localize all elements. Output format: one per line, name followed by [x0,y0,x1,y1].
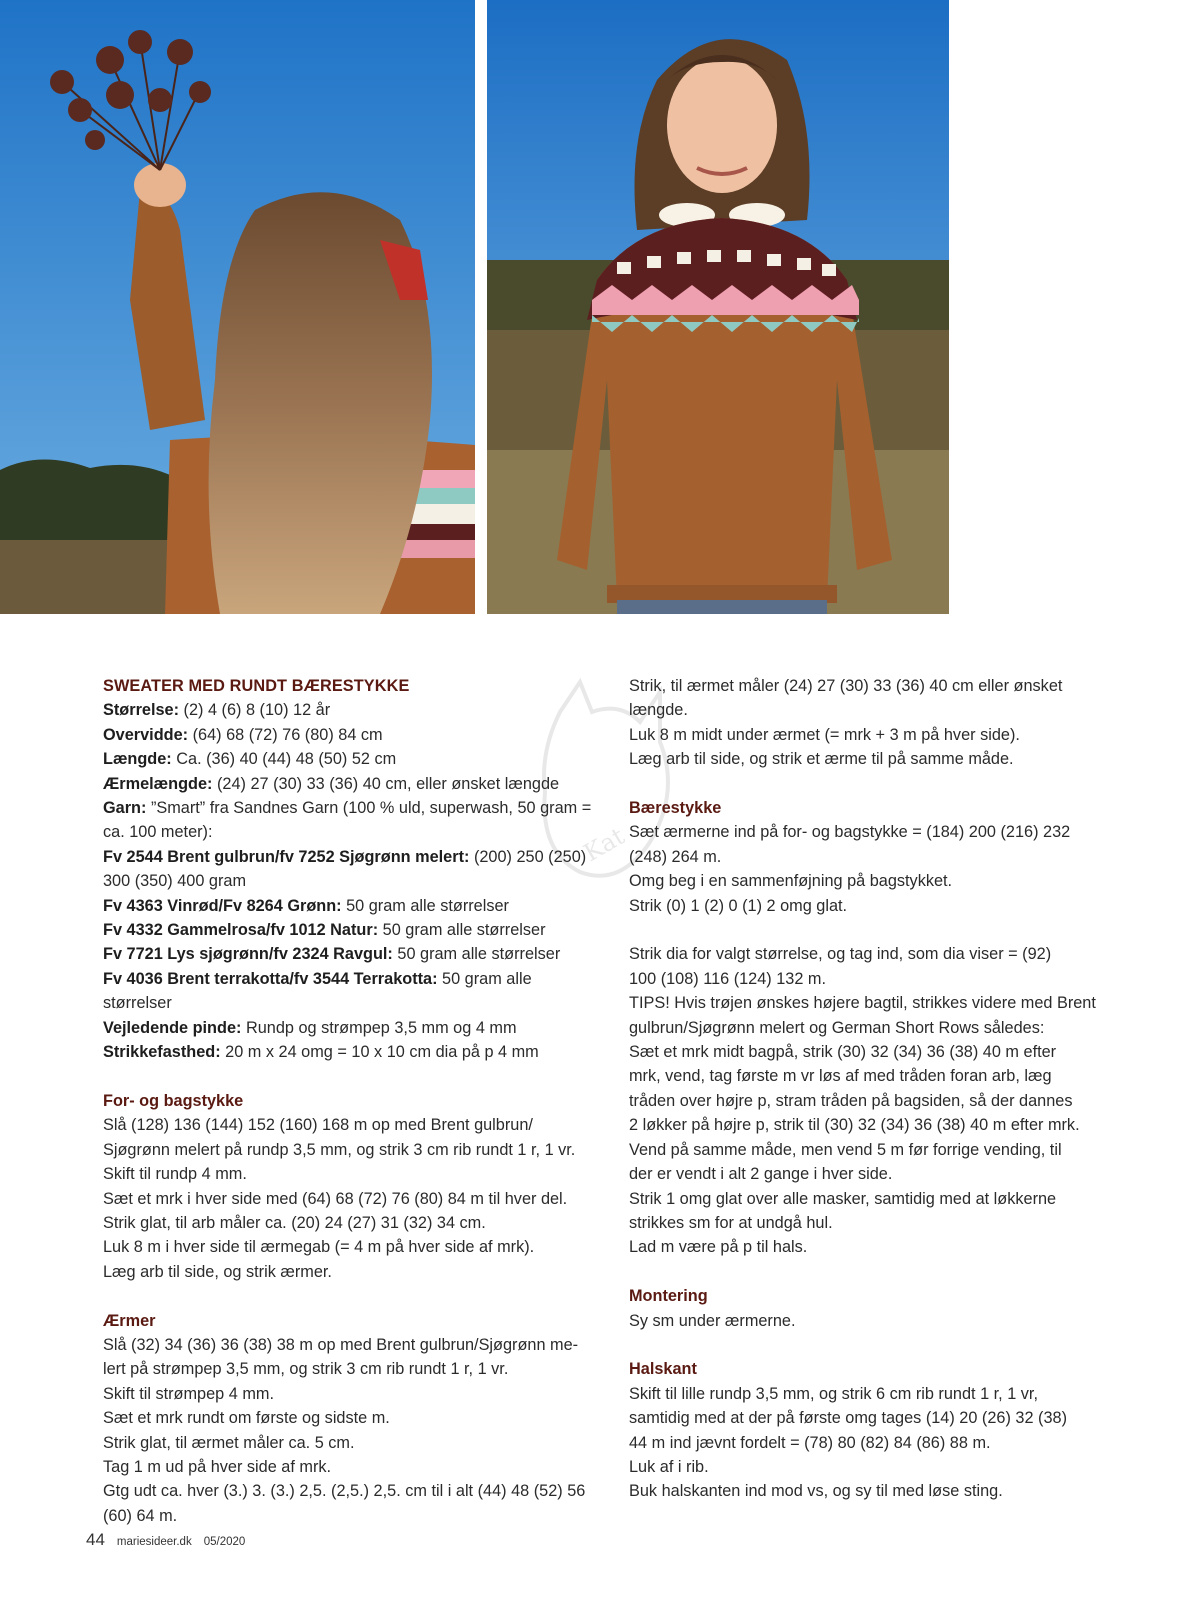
text-line: Slå (128) 136 (144) 152 (160) 168 m op med Brent gulbrun/ [103,1116,533,1135]
text-line: Vend på samme måde, men vend 5 m før forrige vending, til [629,1140,1062,1159]
watermark-text: Kat [579,822,630,868]
text-line: Lad m være på p til hals. [629,1238,808,1257]
spec-color-seagreen: Fv 7721 Lys sjøgrønn/fv 2324 Ravgul: 50 gram alle størrelser [103,945,561,964]
text-line: tråden over højre p, stram tråden på bagsiden, så der dannes [629,1091,1073,1110]
footer-site: mariesideer.dk [116,1536,192,1548]
text-line: Læg arb til side, og strik ærmer. [103,1262,332,1281]
text-line: Gtg udt ca. hver (3.) 3. (3.) 2,5. (2,5.) 2,5. cm til i alt (44) 48 (52) 56 [103,1482,586,1501]
text-line: Luk 8 m midt under ærmet (= mrk + 3 m på hver side). [629,725,1020,744]
spec-yarn: Garn: ”Smart” fra Sandnes Garn (100 % uld, superwash, 50 gram = ca. 100 meter): [103,799,592,842]
text-line: der er vendt i alt 2 gange i hver side. [629,1165,893,1184]
spec-gauge: Strikkefasthed: 20 m x 24 omg = 10 x 10 cm dia på p 4 mm [103,1043,539,1062]
footer-issue: 05/2020 [203,1536,246,1548]
text-line: Strik (0) 1 (2) 0 (1) 2 omg glat. [629,896,848,915]
spec-color-rose: Fv 4332 Gammelrosa/fv 1012 Natur: 50 gram alle størrelser [103,921,546,940]
section-heading-sleeves: Ærmer [103,1311,156,1330]
text-line: Strik glat, til ærmet måler ca. 5 cm. [103,1433,355,1452]
text-line: samtidig med at der på første omg tages (14) 20 (26) 32 (38) [629,1409,1067,1428]
section-heading-neck: Halskant [629,1360,697,1379]
girl-wearing-sweater-photo [487,0,949,614]
text-line: mrk, vend, tag første m vr løs af med tråden foran arb, læg [629,1067,1052,1086]
text-line: Sy sm under ærmerne. [629,1311,796,1330]
text-line: Buk halskanten ind mod vs, og sy til med løse sting. [629,1482,1003,1501]
spec-needles: Vejledende pinde: Rundp og strømpep 3,5 mm og 4 mm [103,1018,517,1037]
spec-sleeve-length: Ærmelængde: (24) 27 (30) 33 (36) 40 cm, eller ønsket længde [103,774,560,793]
text-line: længde. [629,701,688,720]
text-line: (248) 264 m. [629,847,722,866]
section-heading-body: For- og bagstykke [103,1091,244,1110]
text-line: 44 m ind jævnt fordelt = (78) 80 (82) 84 (86) 88 m. [629,1433,991,1452]
section-heading-yoke: Bærestykke [629,799,722,818]
spec-size: Størrelse: (2) 4 (6) 8 (10) 12 år [103,701,331,720]
page-footer [86,1530,245,1550]
page-number: 44 [86,1530,105,1549]
text-line: strikkes sm for at undgå hul. [629,1213,833,1232]
pattern-left-column [103,674,603,1528]
spec-chest: Overvidde: (64) 68 (72) 76 (80) 84 cm [103,725,383,744]
text-line: Strik dia for valgt størrelse, og tag ind, som dia viser = (92) [629,945,1052,964]
photo-girl-front [487,0,949,614]
pattern-title: SWEATER MED RUNDT BÆRESTYKKE [103,677,410,695]
text-line: Skift til strømpep 4 mm. [103,1384,274,1403]
text-line: Læg arb til side, og strik et ærme til på samme måde. [629,750,1014,769]
text-line: Luk af i rib. [629,1457,709,1476]
text-line: Sæt et mrk midt bagpå, strik (30) 32 (34) 36 (38) 40 m efter [629,1043,1057,1062]
text-line: Strik glat, til arb måler ca. (20) 24 (27) 31 (32) 34 cm. [103,1213,486,1232]
text-line: TIPS! Hvis trøjen ønskes højere bagtil, strikkes videre med Brent [629,994,1096,1013]
text-line: Tag 1 m ud på hver side af mrk. [103,1457,332,1476]
text-line: 100 (108) 116 (124) 132 m. [629,969,827,988]
text-line: Sæt et mrk rundt om første og sidste m. [103,1409,390,1428]
text-line: Sæt ærmerne ind på for- og bagstykke = (184) 200 (216) 232 [629,823,1071,842]
photo-girl-back [0,0,475,614]
text-line: Strik, til ærmet måler (24) 27 (30) 33 (36) 40 cm eller ønsket [629,677,1063,695]
text-line: Strik 1 omg glat over alle masker, samtidig med at løkkerne [629,1189,1057,1208]
text-line: Sæt et mrk i hver side med (64) 68 (72) 76 (80) 84 m til hver del. [103,1189,568,1208]
text-line: Slå (32) 34 (36) 36 (38) 38 m op med Brent gulbrun/Sjøgrønn me- [103,1335,579,1354]
text-line: (60) 64 m. [103,1506,178,1525]
text-line: Sjøgrønn melert på rundp 3,5 mm, og strik 3 cm rib rundt 1 r, 1 vr. [103,1140,576,1159]
spec-length: Længde: Ca. (36) 40 (44) 48 (50) 52 cm [103,750,397,769]
text-line: Skift til rundp 4 mm. [103,1165,247,1184]
text-line: Skift til lille rundp 3,5 mm, og strik 6 cm rib rundt 1 r, 1 vr, [629,1384,1038,1403]
section-heading-assembly: Montering [629,1287,708,1306]
girl-back-holding-heather-photo [0,0,475,614]
spec-color-terracotta: Fv 4036 Brent terrakotta/fv 3544 Terrakotta: 50 gram alle størrelser [103,969,532,1013]
text-line: Luk 8 m i hver side til ærmegab (= 4 m på hver side af mrk). [103,1238,535,1257]
pattern-right-column [629,674,1099,1504]
text-line: Omg beg i en sammenføjning på bagstykket. [629,872,953,891]
text-line: lert på strømpep 3,5 mm, og strik 3 cm rib rundt 1 r, 1 vr. [103,1360,509,1379]
spec-color-main: Fv 2544 Brent gulbrun/fv 7252 Sjøgrønn melert: (200) 250 (250) 300 (350) 400 gram [103,847,587,891]
text-line: 2 løkker på højre p, strik til (30) 32 (34) 36 (38) 40 m efter mrk. [629,1116,1080,1135]
text-line: gulbrun/Sjøgrønn melert og German Short Rows således: [629,1018,1045,1037]
spec-color-wine: Fv 4363 Vinrød/Fv 8264 Grønn: 50 gram alle størrelser [103,896,509,915]
